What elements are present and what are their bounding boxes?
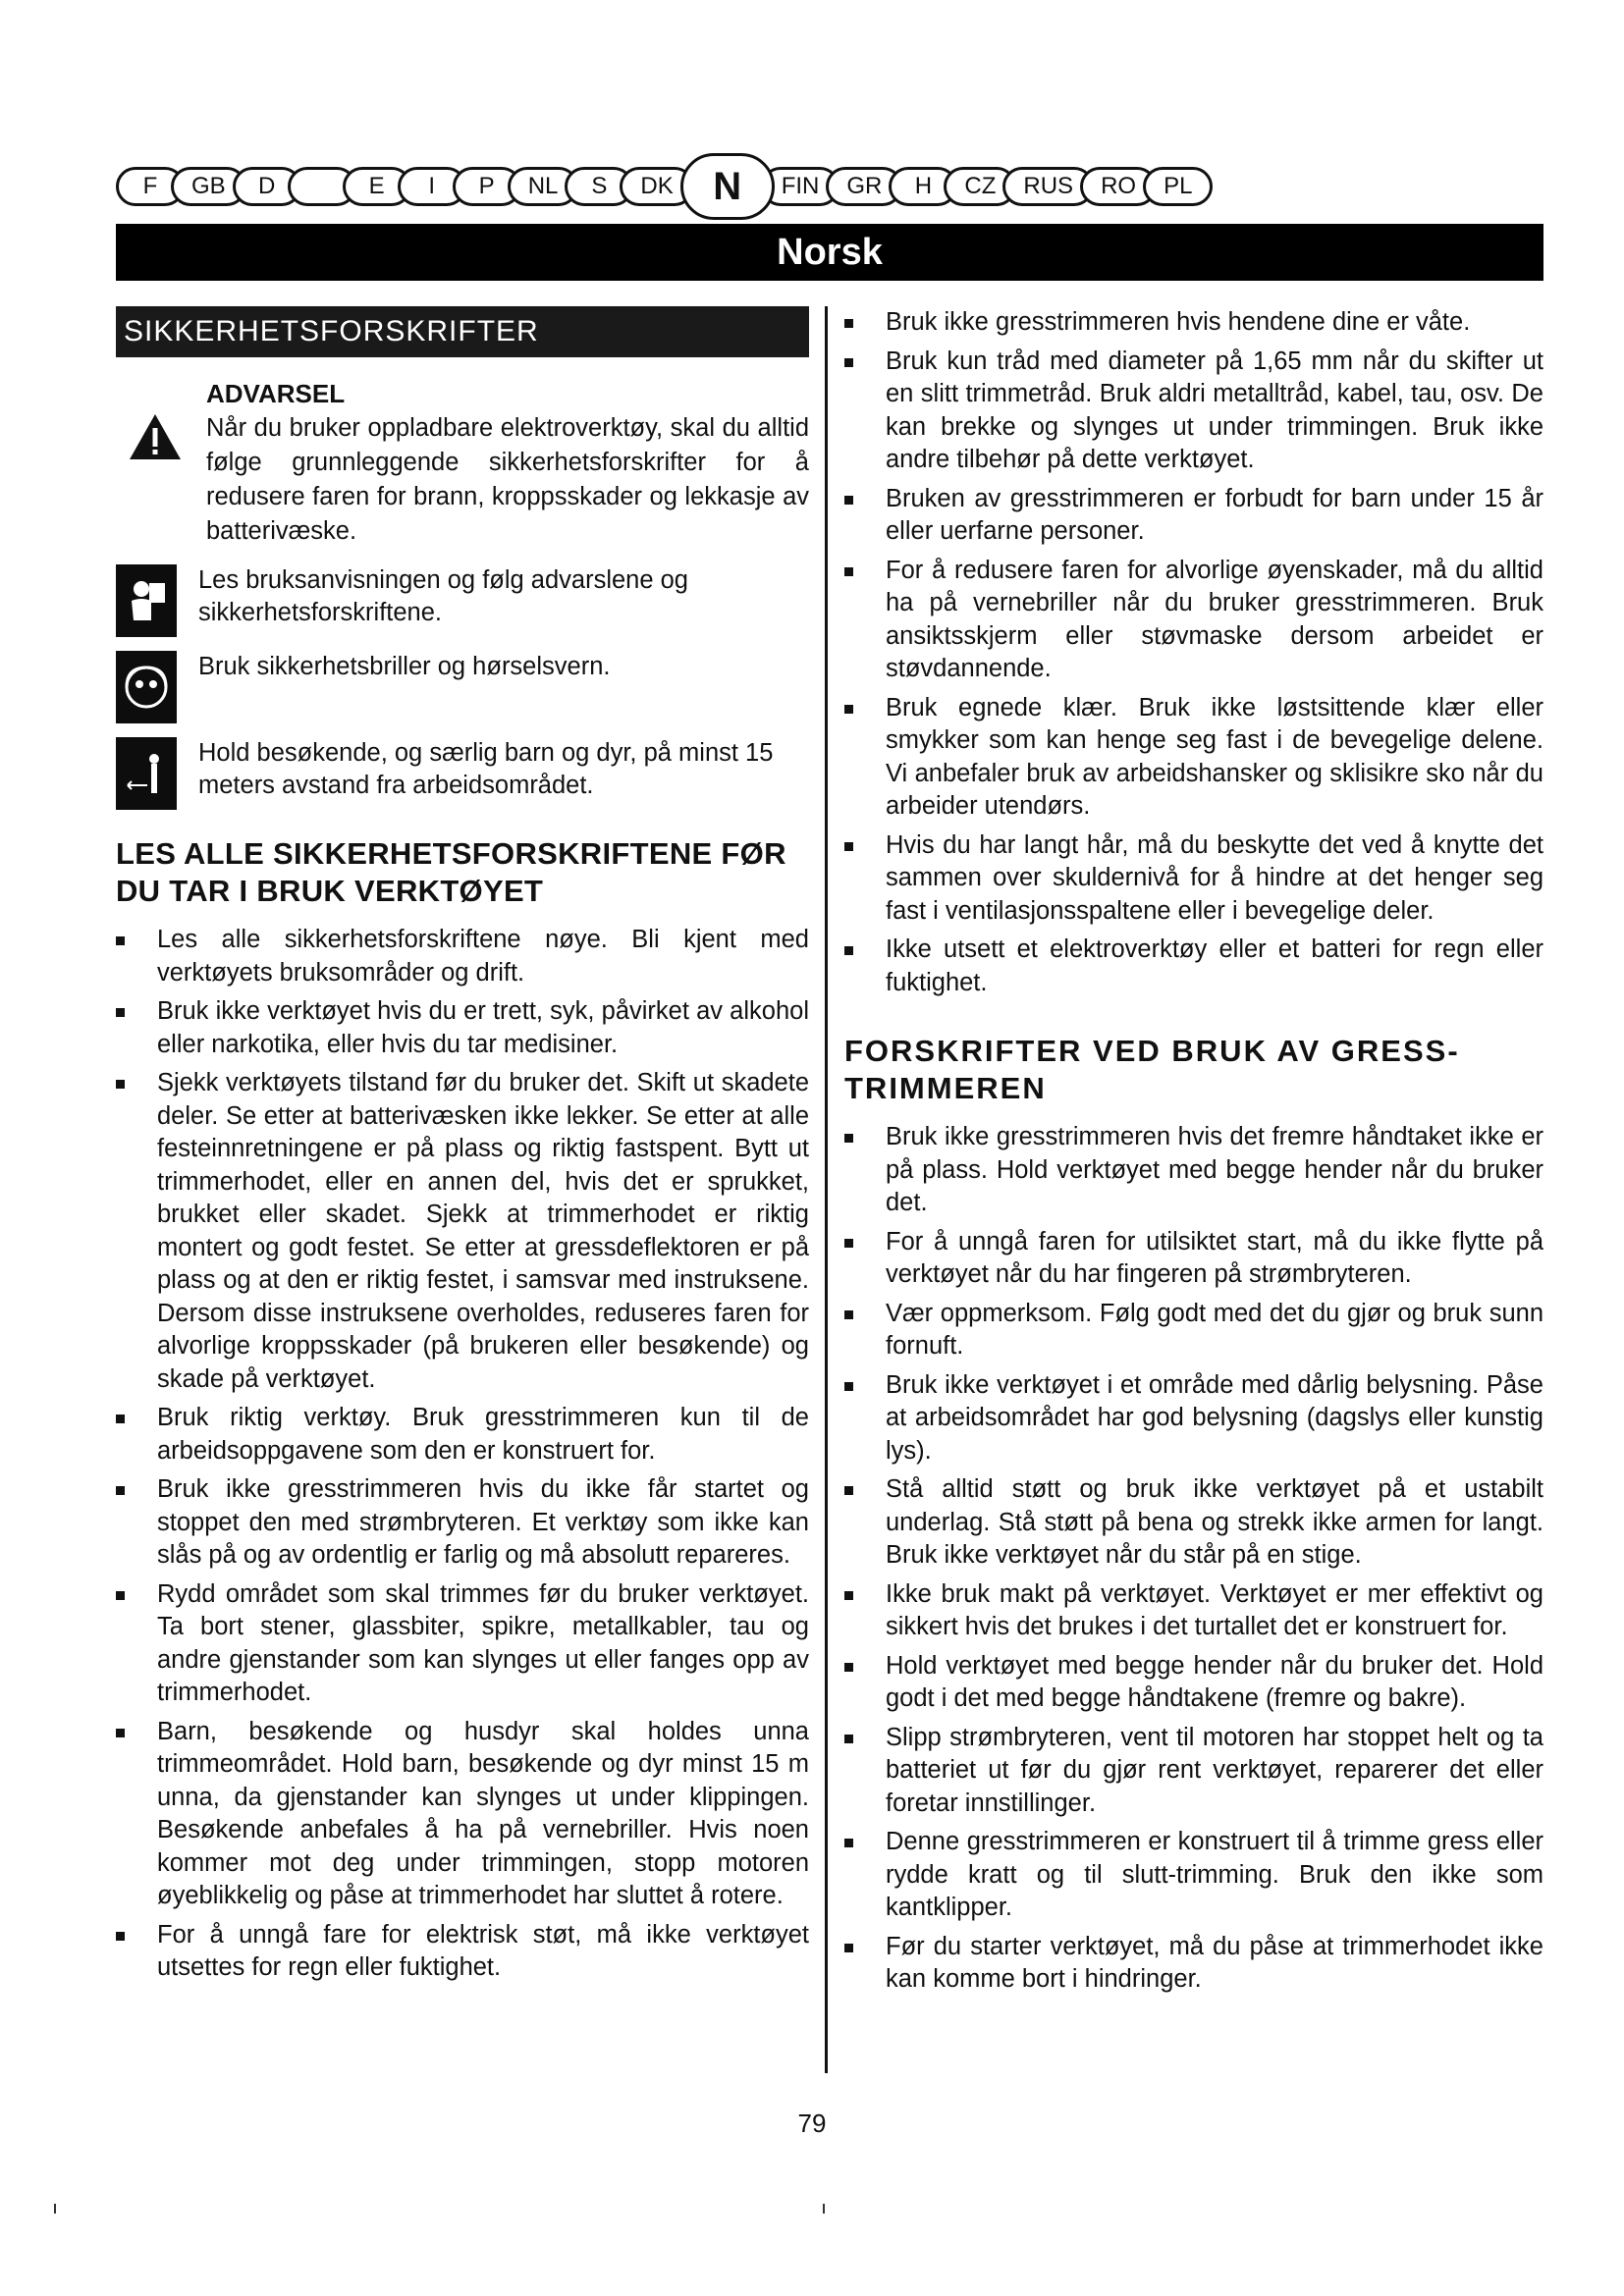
language-tab: P	[453, 167, 521, 206]
list-item	[844, 1931, 1543, 1997]
list-item	[844, 1298, 1543, 1363]
language-tab: CZ	[944, 167, 1016, 206]
list-item-text: Bruk kun tråd med diameter på 1,65 mm når du skifter ut en slitt trimmetråd. Bruk aldri metalltråd, kabel, tau, osv. De kan brekke og slynges ut under trimmingen. Bruk ikke andre tilbehør på dette verktøyet.	[886, 347, 1543, 473]
list-item-text: Rydd området som skal trimmes før du bruker verktøyet. Ta bort stener, glassbiter, spikre, metallkabler, tau og andre gjenstander som kan slynges ut eller fanges opp av trimmerhodet.	[157, 1579, 809, 1706]
list-item	[844, 1826, 1543, 1925]
list-item-text: Vær oppmerksom. Følg godt med det du gjør og bruk sunn fornuft.	[886, 1299, 1543, 1360]
column-divider	[825, 306, 828, 2073]
list-item	[116, 1067, 809, 1396]
pictogram-row	[116, 651, 809, 723]
read-manual-icon	[116, 564, 177, 637]
list-item	[116, 1473, 809, 1573]
list-item-text: Sjekk verktøyets tilstand før du bruker det. Skift ut skadete deler. Se etter at batterivæsken ikke lekker. Se etter at alle festeinnretningene er på plass og riktig fastspent. Bytt ut trimmerhodet, eller en annen del, hvis det er sprukket, brukket eller skadet. Sjekk at trimmerhodet er riktig montert og godt festet. Se etter at gressdeflektoren er på plass og at den er riktig festet, i samsvar med instruksene. Dersom disse instruksene overholdes, reduseres faren for alvorlige kroppsskader (på brukeren eller besøkende) og skade på verktøyet.	[157, 1069, 809, 1393]
list-item-text: Bruk ikke gresstrimmeren hvis hendene dine er våte.	[886, 308, 1471, 336]
bullet-square-icon	[844, 1663, 853, 1672]
bullet-square-icon	[844, 1134, 853, 1143]
bullet-square-icon	[116, 1486, 125, 1495]
list-item-text: Bruk ikke verktøyet i et område med dårlig belysning. Påse at arbeidsområdet har god belysning (dagslys eller kunstig lys).	[886, 1370, 1543, 1465]
list-item-text: Bruken av gresstrimmeren er forbudt for barn under 15 år eller uerfarne personer.	[886, 484, 1543, 545]
list-item	[844, 934, 1543, 999]
language-tab: E	[343, 167, 411, 206]
list-item	[844, 555, 1543, 686]
language-tabs	[116, 157, 1540, 216]
page-title-bar	[116, 224, 1543, 281]
warning-block	[128, 377, 809, 549]
list-item	[116, 1716, 809, 1913]
language-tab: GB	[171, 167, 246, 206]
left-column	[116, 306, 809, 1991]
pictogram-row	[116, 737, 809, 810]
list-item	[844, 1121, 1543, 1220]
list-item	[844, 1369, 1543, 1468]
list-item-text: For å unngå fare for elektrisk støt, må ikke verktøyet utsettes for regn eller fuktighet.	[157, 1920, 809, 1981]
language-tab: D	[233, 167, 301, 206]
list-item	[116, 995, 809, 1061]
language-tab: I	[398, 167, 466, 206]
list-item-text: Denne gresstrimmeren er konstruert til å trimme gress eller rydde kratt og til slutt-trimming. Bruk den ikke som kantklipper.	[886, 1828, 1543, 1921]
scan-mark	[823, 2204, 825, 2214]
list-item	[844, 692, 1543, 824]
pictogram-text: Bruk sikkerhetsbriller og hørselsvern.	[198, 653, 611, 680]
pictogram-text: Hold besøkende, og særlig barn og dyr, på minst 15 meters avstand fra arbeidsområdet.	[198, 739, 774, 799]
scan-mark	[54, 2204, 56, 2214]
bullet-square-icon	[844, 946, 853, 955]
page-title: Norsk	[777, 231, 883, 273]
list-item	[844, 306, 1543, 340]
bullet-square-icon	[844, 1591, 853, 1600]
section-heading: FORSKRIFTER VED BRUK AV GRESS-TRIMMEREN	[844, 1034, 1460, 1105]
list-item	[844, 829, 1543, 929]
section-heading-text: SIKKERHETSFORSKRIFTER	[124, 315, 539, 347]
bullet-square-icon	[116, 1008, 125, 1017]
list-item-text: Slipp strømbryteren, vent til motoren har stoppet helt og ta batteriet ut før du gjør rent verktøyet, reparerer det eller foretar innstillinger.	[886, 1723, 1543, 1817]
right-column	[844, 306, 1543, 2002]
list-item	[844, 1578, 1543, 1644]
right-bullet-list-top	[844, 306, 1543, 999]
warning-text: Når du bruker oppladbare elektroverktøy, skal du alltid følge grunnleggende sikkerhetsforskrifter for å redusere faren for brann, kroppsskader og lekkasje av batterivæske.	[206, 414, 809, 545]
list-item-text: Stå alltid støtt og bruk ikke verktøyet på et ustabilt underlag. Stå støtt på bena og strekk ikke armen for langt. Bruk ikke verktøyet når du står på en stige.	[886, 1475, 1543, 1569]
list-item-text: Les alle sikkerhetsforskriftene nøye. Bli kjent med verktøyets bruksområder og drift.	[157, 926, 809, 987]
language-tab: DK	[620, 167, 693, 206]
pictogram-list	[116, 564, 809, 810]
list-item-text: Bruk egnede klær. Bruk ikke løstsittende klær eller smykker som kan henge seg fast i de bevegelige delene. Vi anbefaler bruk av arbeidshansker og sklisikre sko når du arbeider utendørs.	[886, 693, 1543, 820]
bullet-square-icon	[844, 496, 853, 505]
bullet-square-icon	[116, 1591, 125, 1600]
section-heading: LES ALLE SIKKERHETSFORSKRIFTENE FØR DU TAR I BRUK VERKTØYET	[116, 836, 786, 908]
list-item	[116, 1402, 809, 1468]
list-item-text: Hvis du har langt hår, må du beskytte det ved å knytte det sammen over skuldernivå for å hindre at det henger seg fast i ventilasjonsspaltene eller i bevegelige deler.	[886, 830, 1543, 925]
language-tab: H	[889, 167, 957, 206]
list-item	[844, 346, 1543, 477]
list-item-text: Hold verktøyet med begge hender når du bruker det. Hold godt i det med begge håndtakene (fremre og bakre).	[886, 1651, 1543, 1712]
bullet-square-icon	[844, 1310, 853, 1319]
bullet-square-icon	[844, 358, 853, 367]
language-tab: S	[565, 167, 633, 206]
list-item	[116, 1919, 809, 1985]
page-number: 79	[797, 2109, 827, 2138]
bullet-square-icon	[844, 1735, 853, 1743]
bullet-square-icon	[116, 936, 125, 945]
language-tab: FIN	[761, 167, 840, 206]
bullet-square-icon	[844, 1839, 853, 1847]
warning-triangle-icon	[128, 377, 206, 549]
language-tab: RUS	[1002, 167, 1094, 206]
bullet-square-icon	[844, 1944, 853, 1952]
list-item-text: Ikke bruk makt på verktøyet. Verktøyet er mer effektivt og sikkert hvis det brukes i det turtallet det er konstruert for.	[886, 1579, 1543, 1640]
bullet-square-icon	[844, 842, 853, 851]
list-item	[116, 924, 809, 989]
list-item	[844, 1473, 1543, 1573]
bullet-square-icon	[844, 1382, 853, 1391]
language-tab: PL	[1143, 167, 1213, 206]
pictogram-row	[116, 564, 809, 637]
list-item-text: Bruk riktig verktøy. Bruk gresstrimmeren kun til de arbeidsoppgavene som den er konstruert for.	[157, 1404, 809, 1465]
language-tab: GR	[826, 167, 902, 206]
bullet-square-icon	[844, 705, 853, 714]
list-item	[844, 1226, 1543, 1292]
list-item-text: Før du starter verktøyet, må du påse at trimmerhodet ikke kan komme bort i hindringer.	[886, 1932, 1543, 1993]
bullet-square-icon	[116, 1415, 125, 1423]
language-tab: N	[680, 153, 775, 220]
list-item	[116, 1578, 809, 1710]
keep-distance-15m-icon	[116, 737, 177, 810]
language-tab: NL	[508, 167, 579, 206]
list-item-text: Bruk ikke gresstrimmeren hvis du ikke får startet og stoppet den med strømbryteren. Et verktøy som ikke kan slås på og av ordentlig er farlig og må absolutt repareres.	[157, 1475, 809, 1569]
warning-title: ADVARSEL	[206, 379, 346, 408]
bullet-square-icon	[116, 1080, 125, 1089]
language-tab: RO	[1080, 167, 1157, 206]
list-item	[844, 483, 1543, 549]
bullet-square-icon	[844, 1239, 853, 1248]
list-item-text: For å redusere faren for alvorlige øyenskader, må du alltid ha på vernebriller når du bruker gresstrimmeren. Bruk ansiktsskjerm eller støvmaske dersom arbeidet er støvdannende.	[886, 556, 1543, 682]
list-item	[844, 1650, 1543, 1716]
list-item-text: Bruk ikke gresstrimmeren hvis det fremre håndtaket ikke er på plass. Hold verktøyet med begge hender når du bruker det.	[886, 1123, 1543, 1216]
bullet-square-icon	[844, 319, 853, 328]
bullet-square-icon	[116, 1932, 125, 1941]
right-bullet-list-bottom	[844, 1121, 1543, 1997]
list-item-text: For å unngå faren for utilsiktet start, må du ikke flytte på verktøyet når du har fingeren på strømbryteren.	[886, 1227, 1543, 1288]
list-item-text: Bruk ikke verktøyet hvis du er trett, syk, påvirket av alkohol eller narkotika, eller hvis du tar medisiner.	[157, 997, 809, 1058]
pictogram-text: Les bruksanvisningen og følg advarslene og sikkerhetsforskriftene.	[198, 566, 688, 626]
section-heading-box	[116, 306, 809, 357]
eye-ear-protection-icon	[116, 651, 177, 723]
list-item	[844, 1722, 1543, 1821]
left-bullet-list	[116, 924, 809, 1985]
bullet-square-icon	[844, 567, 853, 576]
list-item-text: Barn, besøkende og husdyr skal holdes unna trimmeområdet. Hold barn, besøkende og dyr minst 15 m unna, da gjenstander kan slynges ut under klippingen. Besøkende anbefales å ha på vernebriller. Hvis noen kommer mot deg under trimmingen, stopp motoren øyeblikkelig og påse at trimmerhodet har sluttet å rotere.	[157, 1717, 809, 1909]
bullet-square-icon	[116, 1729, 125, 1737]
bullet-square-icon	[844, 1486, 853, 1495]
list-item-text: Ikke utsett et elektroverktøy eller et batteri for regn eller fuktighet.	[886, 935, 1543, 996]
language-tab: F	[116, 167, 185, 206]
